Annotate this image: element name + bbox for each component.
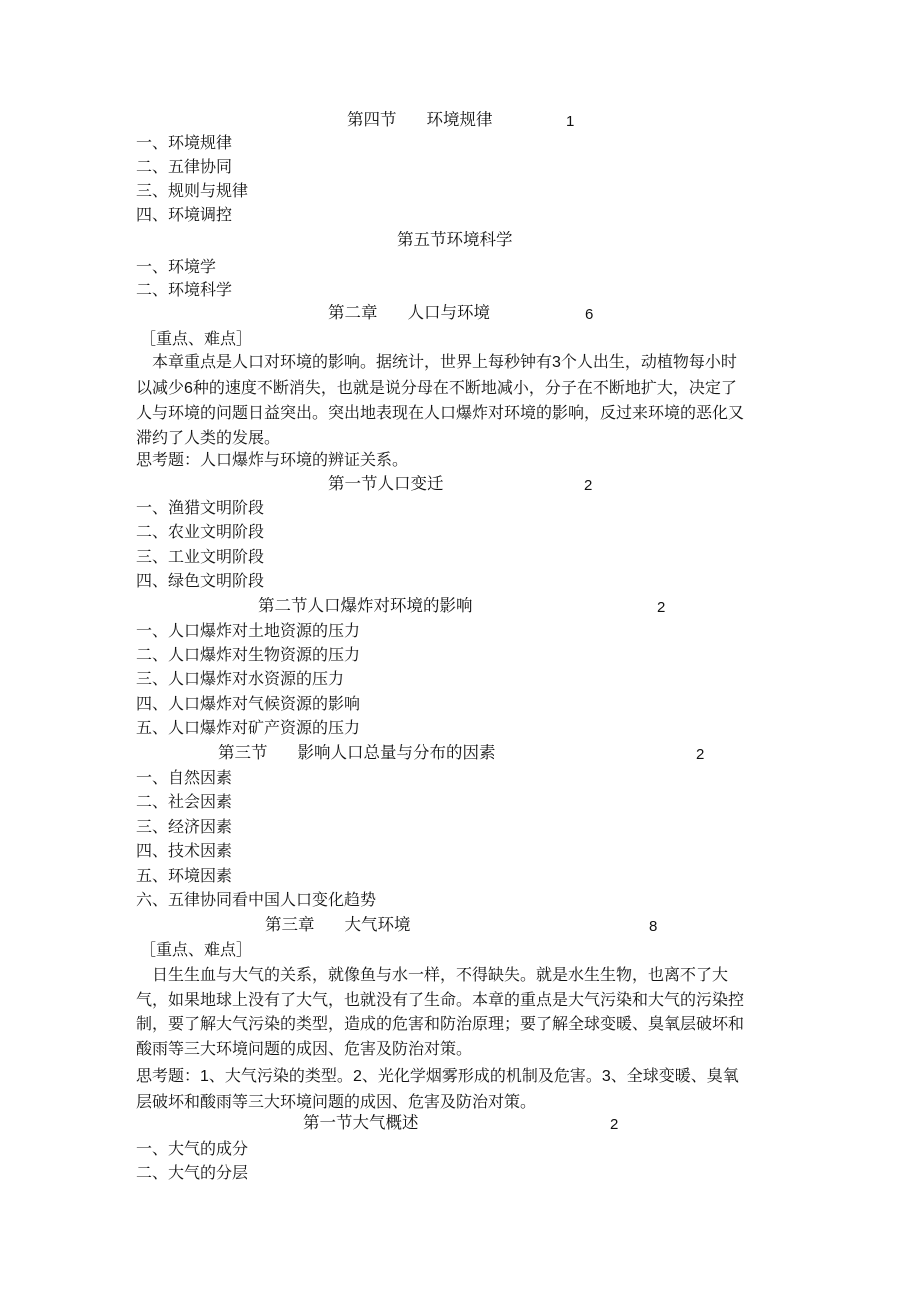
chapter-intro: 日生生血与大气的关系，就像鱼与水一样，不得缺失。就是水生生物，也离不了大 气，如果地球上没有了大气，也就没有了生命。本章的重点是大气污染和大气的污染控 制，要了解大气污染的类型，造成的危害和防治原理；要了解全球变暖、臭氧层破坏和 酸雨等三大环境问题的成因、危害及防治对策。 <box>136 965 745 1058</box>
study-question: 思考题：人口爆炸与环境的辨证关系。 <box>136 450 409 469</box>
list-item: 四、技术因素 <box>136 841 233 860</box>
chapter-hours: 6 <box>585 306 594 323</box>
section-hours: 2 <box>610 1116 619 1133</box>
section-heading: 第五节环境科学 <box>397 230 513 249</box>
list-item: 一、环境学 <box>136 257 217 276</box>
chapter-heading <box>265 915 411 935</box>
list-item: 四、人口爆炸对气候资源的影响 <box>136 694 361 713</box>
list-item: 三、人口爆炸对水资源的压力 <box>136 669 345 688</box>
list-item: 一、大气的成分 <box>136 1139 249 1158</box>
list-item: 四、环境调控 <box>136 205 233 224</box>
list-item: 三、经济因素 <box>136 817 233 836</box>
section-heading: 第一节大气概述 <box>303 1113 419 1132</box>
list-item: 二、农业文明阶段 <box>136 522 265 541</box>
section-heading: 第二节人口爆炸对环境的影响 <box>258 596 473 615</box>
chapter-number: 第三章 <box>265 915 315 934</box>
key-points-label: ［重点、难点］ <box>140 940 253 959</box>
list-item: 六、五律协同看中国人口变化趋势 <box>136 890 377 909</box>
list-item: 三、工业文明阶段 <box>136 547 265 566</box>
list-item: 一、人口爆炸对土地资源的压力 <box>136 621 361 640</box>
chapter-heading <box>328 303 490 323</box>
list-item: 一、环境规律 <box>136 133 233 152</box>
section-title: 影响人口总量与分布的因素 <box>297 743 496 762</box>
section-number: 第四节 <box>347 110 397 129</box>
key-points-label: ［重点、难点］ <box>140 329 253 348</box>
section-number: 第三节 <box>218 743 268 762</box>
section-hours: 2 <box>584 477 593 494</box>
list-item: 四、绿色文明阶段 <box>136 571 265 590</box>
list-item: 五、环境因素 <box>136 866 233 885</box>
chapter-intro: 本章重点是人口对环境的影响。据统计，世界上每秒钟有3个人出生，动植物每小时 以减少6种的速度不断消失，也就是说分母在不断地减小，分子在不断地扩大，决定了 人与环境的问题日益突出。突出地表现在人口爆炸对环境的影响，反过来环境的恶化又 滞约了人类的发展。 <box>136 352 745 447</box>
section-heading <box>347 110 493 130</box>
list-item: 一、渔猎文明阶段 <box>136 498 265 517</box>
study-question: 思考题：1、大气污染的类型。2、光化学烟雾形成的机制及危害。3、全球变暖、臭氧 层破坏和酸雨等三大环境问题的成因、危害及防治对策。 <box>136 1066 739 1111</box>
chapter-title: 人口与环境 <box>407 303 490 322</box>
chapter-title: 大气环境 <box>344 915 411 934</box>
list-item: 二、环境科学 <box>136 280 233 299</box>
chapter-hours: 8 <box>649 918 658 935</box>
section-hours: 2 <box>657 599 666 616</box>
list-item: 一、自然因素 <box>136 768 233 787</box>
list-item: 三、规则与规律 <box>136 181 249 200</box>
list-item: 二、大气的分层 <box>136 1163 249 1182</box>
list-item: 二、五律协同 <box>136 157 233 176</box>
chapter-number: 第二章 <box>328 303 378 322</box>
list-item: 二、社会因素 <box>136 792 233 811</box>
section-title: 环境规律 <box>426 110 493 129</box>
list-item: 二、人口爆炸对生物资源的压力 <box>136 645 361 664</box>
section-heading: 第一节人口变迁 <box>328 474 444 493</box>
section-heading <box>218 743 496 763</box>
section-hours: 2 <box>696 746 705 763</box>
section-hours: 1 <box>566 113 575 130</box>
list-item: 五、人口爆炸对矿产资源的压力 <box>136 718 361 737</box>
